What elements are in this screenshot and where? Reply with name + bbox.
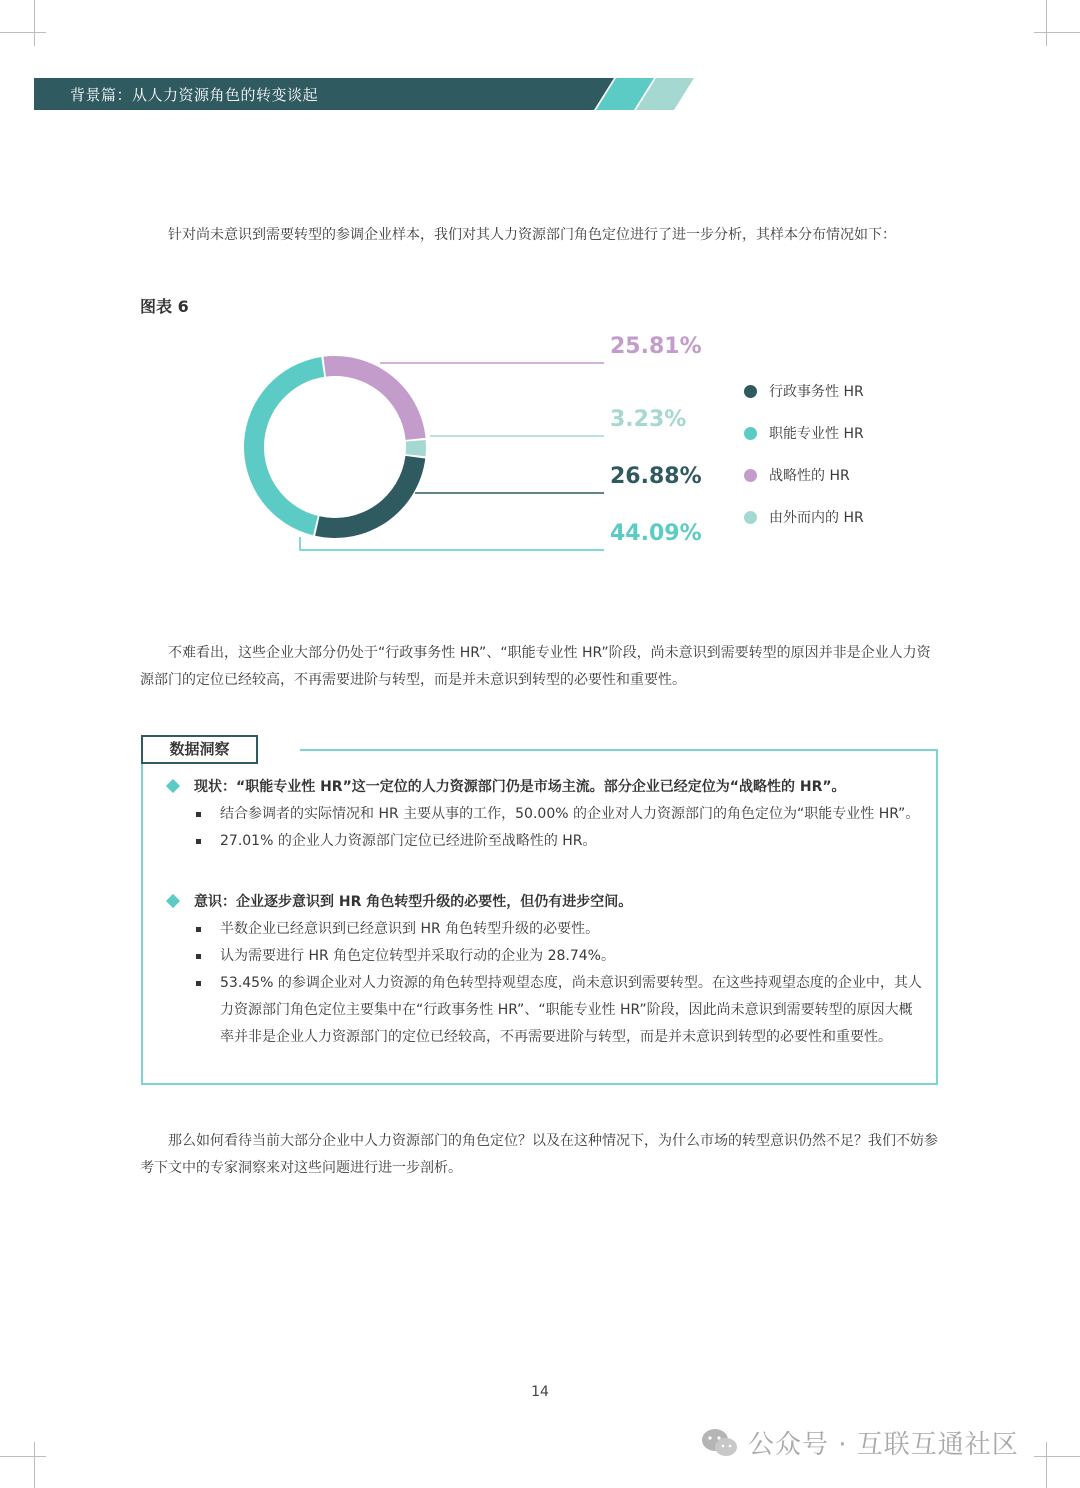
legend-label: 战略性的 HR xyxy=(769,468,850,484)
diamond-icon xyxy=(166,779,180,793)
insight-section-1-list xyxy=(196,801,926,855)
donut-slice xyxy=(323,356,425,440)
crop-mark xyxy=(1034,32,1080,33)
list-item-text: 半数企业已经意识到已经意识到 HR 角色转型升级的必要性。 xyxy=(220,921,600,937)
crop-mark xyxy=(34,1442,35,1488)
legend-swatch xyxy=(744,469,757,482)
legend-item xyxy=(744,412,864,454)
list-item-text: 53.45% 的参调企业对人力资源的角色转型持观望态度，尚未意识到需要转型。在这些持观望态度的企业中，其人力资源部门角色定位主要集中在“行政事务性 HR”、“职能专业性 HR”阶段，因此尚未意识到需要转型的原因大概率并非是企业人力资源部门的定位已经较高，不再需要进阶与转型，而是并未意识到转型的必要性和重要性。 xyxy=(220,975,922,1045)
bullet-icon xyxy=(196,927,201,932)
crop-mark xyxy=(0,1456,46,1457)
insight-tab: 数据洞察 xyxy=(141,735,258,764)
legend-label: 职能专业性 HR xyxy=(769,426,864,442)
list-item xyxy=(196,970,926,1051)
chart-legend xyxy=(744,370,864,538)
list-item-text: 认为需要进行 HR 角色定位转型并采取行动的企业为 28.74%。 xyxy=(220,948,615,964)
legend-item xyxy=(744,496,864,538)
bullet-icon xyxy=(196,981,201,986)
donut-slice xyxy=(244,357,324,535)
crop-mark xyxy=(1046,0,1047,46)
insight-section-2-list xyxy=(196,916,926,1051)
donut-chart xyxy=(0,320,720,570)
crop-mark xyxy=(34,0,35,46)
closing-paragraph: 那么如何看待当前大部分企业中人力资源部门的角色定位？以及在这种情况下，为什么市场的转型意识仍然不足？我们不妨参考下文中的专家洞察来对这些问题进行进一步剖析。 xyxy=(140,1133,938,1176)
insight-section-1-heading xyxy=(166,776,846,796)
legend-swatch xyxy=(744,385,757,398)
legend-label: 由外而内的 HR xyxy=(769,510,864,526)
list-item xyxy=(196,801,926,828)
donut-slice xyxy=(406,440,426,456)
bullet-icon xyxy=(196,954,201,959)
legend-item xyxy=(744,454,864,496)
crop-mark xyxy=(1046,1442,1047,1488)
legend-item xyxy=(744,370,864,412)
diamond-icon xyxy=(166,894,180,908)
wechat-icon xyxy=(700,1427,740,1459)
insight-tab-gap xyxy=(258,745,300,753)
crop-mark xyxy=(1034,1456,1080,1457)
data-label: 25.81% xyxy=(610,334,702,359)
section-heading-text: 意识：企业逐步意识到 HR 角色转型升级的必要性，但仍有进步空间。 xyxy=(194,894,633,910)
figure-label: 图表 6 xyxy=(140,297,189,316)
legend-label: 行政事务性 HR xyxy=(769,384,864,400)
intro-paragraph: 针对尚未意识到需要转型的参调企业样本，我们对其人力资源部门角色定位进行了进一步分析，其样本分布情况如下： xyxy=(168,227,896,243)
section-heading-text: 现状：“职能专业性 HR”这一定位的人力资源部门仍是市场主流。部分企业已经定位为“战略性的 HR”。 xyxy=(194,779,846,795)
legend-swatch xyxy=(744,427,757,440)
list-item-text: 27.01% 的企业人力资源部门定位已经进阶至战略性的 HR。 xyxy=(220,833,597,849)
insight-section-2-heading xyxy=(166,891,632,911)
data-label: 44.09% xyxy=(610,521,702,546)
crop-mark xyxy=(0,32,46,33)
list-item xyxy=(196,916,926,943)
legend-swatch xyxy=(744,511,757,524)
leader-line xyxy=(300,537,604,550)
donut-slice xyxy=(315,456,425,538)
list-item xyxy=(196,943,926,970)
bullet-icon xyxy=(196,839,201,844)
data-label: 3.23% xyxy=(610,407,687,432)
list-item-text: 结合参调者的实际情况和 HR 主要从事的工作，50.00% 的企业对人力资源部门的角色定位为“职能专业性 HR”。 xyxy=(220,806,920,822)
page-number: 14 xyxy=(531,1384,549,1400)
header-title: 背景篇：从人力资源角色的转变谈起 xyxy=(70,86,319,104)
watermark-text: 公众号 · 互联互通社区 xyxy=(748,1430,1019,1460)
data-label: 26.88% xyxy=(610,464,702,489)
watermark xyxy=(700,1424,1019,1461)
list-item xyxy=(196,828,926,855)
bullet-icon xyxy=(196,812,201,817)
analysis-paragraph: 不难看出，这些企业大部分仍处于“行政事务性 HR”、“职能专业性 HR”阶段，尚未意识到需要转型的原因并非是企业人力资源部门的定位已经较高，不再需要进阶与转型，而是并未意识到转型的必要性和重要性。 xyxy=(140,645,931,688)
